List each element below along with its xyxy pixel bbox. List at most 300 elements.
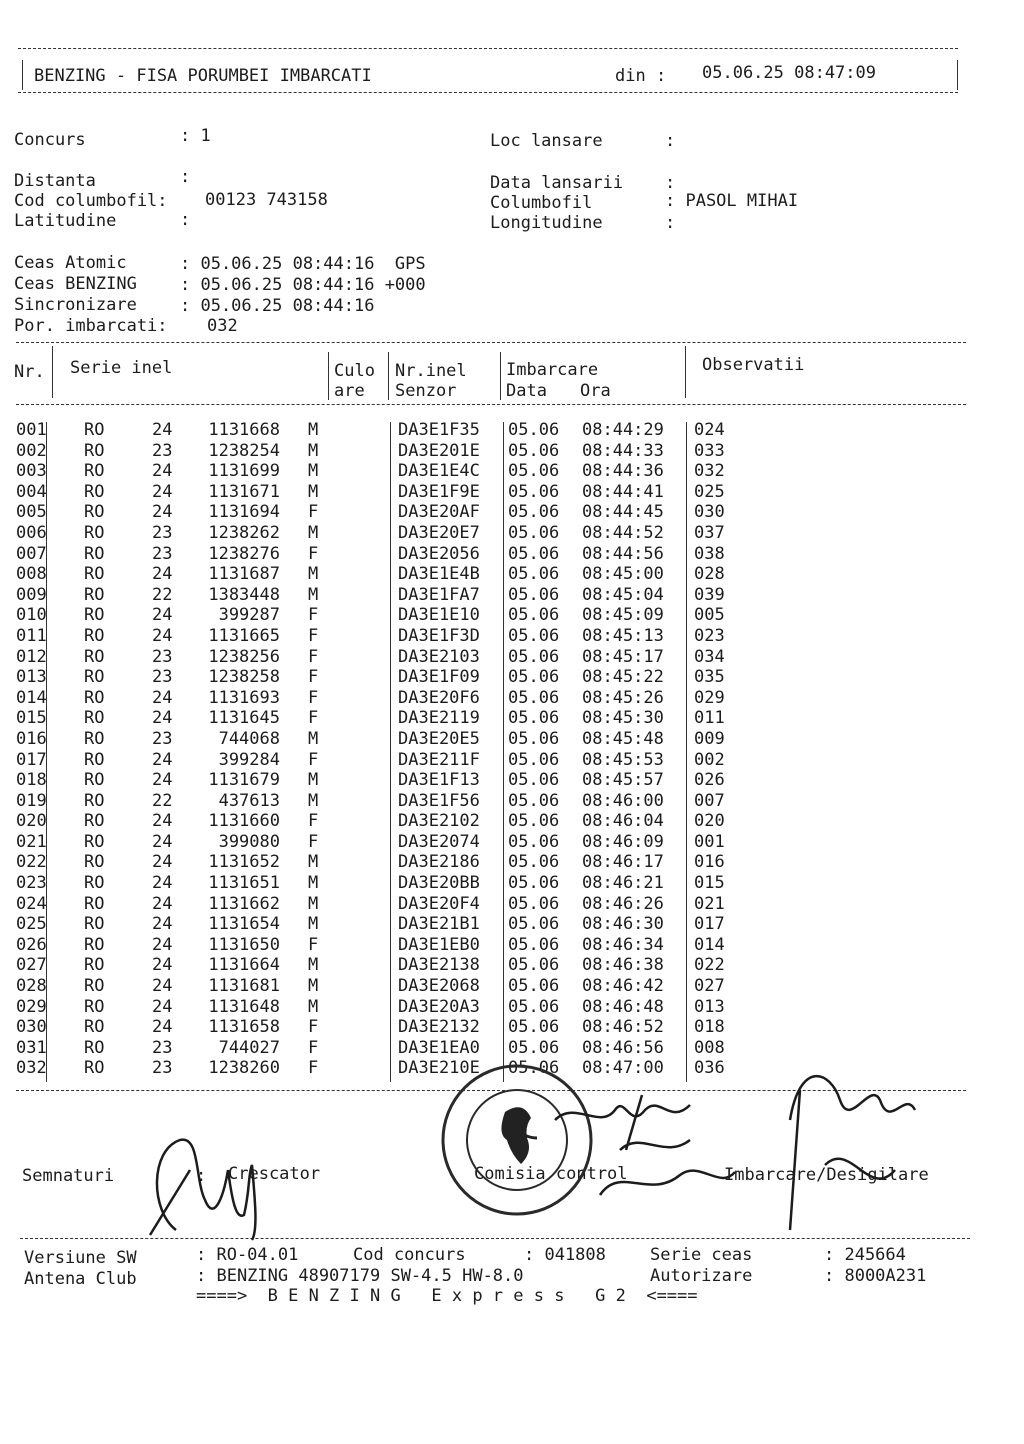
chip-id: DA3E2102	[398, 811, 480, 832]
chip-id: DA3E2074	[398, 831, 480, 852]
ring-country: RO	[84, 914, 105, 935]
ring-year: 23	[152, 646, 173, 667]
chip-id: DA3E1F56	[398, 790, 480, 811]
embark-date: 05.06	[508, 770, 560, 791]
ring-country: RO	[84, 790, 105, 811]
embark-date: 05.06	[508, 667, 560, 688]
sex-cell: F	[308, 543, 319, 564]
ring-number: 1238260	[208, 1058, 280, 1079]
embark-date: 05.06	[508, 811, 560, 832]
sex-cell: M	[308, 481, 319, 502]
latitudine-value: :	[180, 210, 191, 230]
embark-date: 05.06	[508, 1037, 560, 1058]
ring-number: 399287	[218, 605, 280, 626]
ring-country: RO	[84, 605, 105, 626]
row-nr: 001	[16, 420, 47, 440]
col-header-observatii: Observatii	[702, 355, 805, 375]
ring-number: 1383448	[208, 584, 280, 605]
ring-year: 24	[152, 873, 173, 894]
ceas-atomic-value: : 05.06.25 08:44:16 GPS	[180, 254, 426, 274]
ring-year: 24	[152, 976, 173, 997]
observation-cell: 026	[694, 770, 725, 791]
row-nr: 025	[16, 914, 47, 935]
row-nr: 030	[16, 1017, 47, 1038]
col-header-data: Data	[506, 381, 547, 401]
embark-date: 05.06	[508, 522, 560, 543]
observation-cell: 020	[694, 811, 725, 832]
row-nr: 017	[16, 749, 47, 770]
row-nr: 022	[16, 852, 47, 873]
ceas-benzing-label: Ceas BENZING	[14, 274, 137, 294]
distanta-label: Distanta	[14, 171, 96, 191]
sex-cell: M	[308, 852, 319, 873]
observation-cell: 001	[694, 831, 725, 852]
chip-id: DA3E1FA7	[398, 584, 480, 605]
row-nr: 011	[16, 625, 47, 646]
embark-date: 05.06	[508, 708, 560, 729]
crescator-signature	[150, 1140, 255, 1240]
observation-cell: 007	[694, 790, 725, 811]
versiune-sw-label: Versiune SW	[24, 1248, 137, 1268]
semnaturi-label: Semnaturi	[22, 1166, 115, 1186]
observation-cell: 030	[694, 502, 725, 523]
ceas-atomic-label: Ceas Atomic	[14, 253, 127, 273]
antena-club-value: : BENZING 48907179 SW-4.5 HW-8.0	[196, 1266, 524, 1286]
embark-time: 08:46:04	[582, 811, 664, 832]
observation-cell: 018	[694, 1017, 725, 1038]
col-header-nr-inel: Nr.inel	[395, 361, 467, 381]
ring-year: 23	[152, 667, 173, 688]
row-nr: 024	[16, 893, 47, 914]
observation-cell: 025	[694, 481, 725, 502]
ring-country: RO	[84, 440, 105, 461]
embark-time: 08:44:45	[582, 502, 664, 523]
semnaturi-colon: :	[196, 1166, 207, 1186]
ring-year: 23	[152, 440, 173, 461]
sex-cell: M	[308, 873, 319, 894]
row-nr: 015	[16, 708, 47, 729]
ring-number: 437613	[218, 790, 280, 811]
sex-cell: F	[308, 1058, 319, 1079]
embark-date: 05.06	[508, 420, 560, 440]
chip-id: DA3E1F09	[398, 667, 480, 688]
row-nr: 019	[16, 790, 47, 811]
embark-time: 08:47:00	[582, 1058, 664, 1079]
chip-id: DA3E1E4C	[398, 461, 480, 482]
ring-year: 24	[152, 420, 173, 440]
embark-date: 05.06	[508, 893, 560, 914]
ring-number: 399080	[218, 831, 280, 852]
embark-time: 08:46:38	[582, 955, 664, 976]
sex-cell: M	[308, 461, 319, 482]
chip-id: DA3E201E	[398, 440, 480, 461]
ring-number: 1131654	[208, 914, 280, 935]
data-lansarii-value: :	[665, 173, 676, 193]
ring-country: RO	[84, 770, 105, 791]
ring-year: 24	[152, 811, 173, 832]
ring-year: 23	[152, 1058, 173, 1079]
ring-country: RO	[84, 708, 105, 729]
embark-date: 05.06	[508, 914, 560, 935]
ceas-benzing-value: : 05.06.25 08:44:16 +000	[180, 275, 426, 295]
ring-number: 1131658	[208, 1017, 280, 1038]
ring-country: RO	[84, 584, 105, 605]
chip-id: DA3E2068	[398, 976, 480, 997]
ring-country: RO	[84, 420, 105, 440]
col-header-are: are	[334, 381, 365, 401]
embark-time: 08:44:52	[582, 522, 664, 543]
observation-cell: 035	[694, 667, 725, 688]
sex-cell: M	[308, 564, 319, 585]
observation-cell: 013	[694, 996, 725, 1017]
chip-id: DA3E1EB0	[398, 934, 480, 955]
sex-cell: F	[308, 502, 319, 523]
ring-number: 1131679	[208, 770, 280, 791]
chip-id: DA3E2132	[398, 1017, 480, 1038]
observation-cell: 028	[694, 564, 725, 585]
ring-country: RO	[84, 461, 105, 482]
col-header-serie-inel: Serie inel	[70, 358, 173, 378]
observation-cell: 005	[694, 605, 725, 626]
col-header-culo: Culo	[334, 361, 375, 381]
sex-cell: M	[308, 728, 319, 749]
sex-cell: F	[308, 687, 319, 708]
embark-time: 08:45:17	[582, 646, 664, 667]
ring-number: 1131651	[208, 873, 280, 894]
row-nr: 010	[16, 605, 47, 626]
porumbei-imbarcati-label: Por. imbarcati:	[14, 316, 168, 336]
row-nr: 018	[16, 770, 47, 791]
embark-time: 08:45:04	[582, 584, 664, 605]
ring-year: 24	[152, 914, 173, 935]
sex-cell: F	[308, 831, 319, 852]
chip-id: DA3E1F13	[398, 770, 480, 791]
embark-time: 08:45:30	[582, 708, 664, 729]
ring-country: RO	[84, 996, 105, 1017]
chip-id: DA3E1EA0	[398, 1037, 480, 1058]
sincronizare-value: : 05.06.25 08:44:16	[180, 296, 375, 316]
ring-year: 23	[152, 1037, 173, 1058]
row-nr: 005	[16, 502, 47, 523]
chip-id: DA3E211F	[398, 749, 480, 770]
sex-cell: F	[308, 811, 319, 832]
embark-time: 08:46:42	[582, 976, 664, 997]
row-nr: 016	[16, 728, 47, 749]
embark-time: 08:44:29	[582, 420, 664, 440]
latitudine-label: Latitudine	[14, 211, 117, 231]
ring-year: 24	[152, 955, 173, 976]
din-label: din :	[615, 66, 667, 86]
embark-date: 05.06	[508, 996, 560, 1017]
ring-country: RO	[84, 1058, 105, 1079]
ring-number: 744068	[218, 728, 280, 749]
observation-cell: 032	[694, 461, 725, 482]
ring-country: RO	[84, 1037, 105, 1058]
observation-cell: 017	[694, 914, 725, 935]
ring-year: 24	[152, 625, 173, 646]
ring-country: RO	[84, 749, 105, 770]
ring-number: 744027	[218, 1037, 280, 1058]
comisia-signature	[555, 1095, 735, 1195]
embark-time: 08:45:13	[582, 625, 664, 646]
embark-date: 05.06	[508, 852, 560, 873]
sex-cell: F	[308, 708, 319, 729]
ring-year: 24	[152, 893, 173, 914]
embark-date: 05.06	[508, 646, 560, 667]
observation-cell: 022	[694, 955, 725, 976]
row-nr: 027	[16, 955, 47, 976]
observation-cell: 027	[694, 976, 725, 997]
ring-year: 23	[152, 543, 173, 564]
ring-year: 24	[152, 934, 173, 955]
ring-number: 1131681	[208, 976, 280, 997]
embark-time: 08:46:21	[582, 873, 664, 894]
embark-time: 08:44:56	[582, 543, 664, 564]
row-nr: 028	[16, 976, 47, 997]
chip-id: DA3E210E	[398, 1058, 480, 1079]
sex-cell: F	[308, 749, 319, 770]
longitudine-value: :	[665, 213, 676, 233]
ring-country: RO	[84, 646, 105, 667]
ring-country: RO	[84, 852, 105, 873]
ring-number: 1131645	[208, 708, 280, 729]
sex-cell: F	[308, 1017, 319, 1038]
ring-number: 1131662	[208, 893, 280, 914]
loc-lansare-value: :	[665, 131, 676, 151]
crescator-label: Crescator	[228, 1164, 321, 1184]
ring-number: 1131660	[208, 811, 280, 832]
chip-id: DA3E2186	[398, 852, 480, 873]
chip-id: DA3E2056	[398, 543, 480, 564]
ring-year: 24	[152, 749, 173, 770]
embark-date: 05.06	[508, 584, 560, 605]
sex-cell: M	[308, 420, 319, 440]
embark-date: 05.06	[508, 625, 560, 646]
chip-id: DA3E21B1	[398, 914, 480, 935]
ring-country: RO	[84, 522, 105, 543]
row-nr: 009	[16, 584, 47, 605]
ring-country: RO	[84, 976, 105, 997]
ring-year: 24	[152, 461, 173, 482]
ring-number: 399284	[218, 749, 280, 770]
serie-ceas-label: Serie ceas	[650, 1245, 753, 1265]
embark-date: 05.06	[508, 831, 560, 852]
row-nr: 013	[16, 667, 47, 688]
row-nr: 012	[16, 646, 47, 667]
ring-year: 24	[152, 502, 173, 523]
ring-country: RO	[84, 1017, 105, 1038]
columbofil-label: Columbofil	[490, 193, 593, 213]
chip-id: DA3E1E10	[398, 605, 480, 626]
col-header-senzor: Senzor	[395, 381, 457, 401]
distanta-value: :	[180, 167, 191, 187]
chip-id: DA3E1F9E	[398, 481, 480, 502]
row-nr: 008	[16, 564, 47, 585]
ring-country: RO	[84, 811, 105, 832]
serie-ceas-value: : 245664	[824, 1245, 906, 1265]
row-nr: 023	[16, 873, 47, 894]
sex-cell: M	[308, 584, 319, 605]
columbofil-value: : PASOL MIHAI	[665, 191, 799, 211]
ring-year: 24	[152, 1017, 173, 1038]
ring-year: 24	[152, 481, 173, 502]
embark-time: 08:44:36	[582, 461, 664, 482]
porumbei-imbarcati-value: 032	[207, 316, 238, 336]
observation-cell: 038	[694, 543, 725, 564]
chip-id: DA3E20F6	[398, 687, 480, 708]
col-header-nr: Nr.	[14, 362, 45, 382]
ring-number: 1131694	[208, 502, 280, 523]
row-nr: 032	[16, 1058, 47, 1079]
ring-year: 22	[152, 584, 173, 605]
cod-columbofil-value: 00123 743158	[205, 190, 328, 210]
embark-time: 08:45:48	[582, 728, 664, 749]
row-nr: 026	[16, 934, 47, 955]
observation-cell: 016	[694, 852, 725, 873]
ring-year: 22	[152, 790, 173, 811]
row-nr: 021	[16, 831, 47, 852]
observation-cell: 024	[694, 420, 725, 440]
embark-date: 05.06	[508, 749, 560, 770]
chip-id: DA3E2103	[398, 646, 480, 667]
row-nr: 020	[16, 811, 47, 832]
sex-cell: M	[308, 440, 319, 461]
ring-number: 1131652	[208, 852, 280, 873]
embark-time: 08:46:30	[582, 914, 664, 935]
benzing-express-banner: ====> B E N Z I N G E x p r e s s G 2 <====	[196, 1286, 698, 1306]
ring-year: 23	[152, 522, 173, 543]
embark-time: 08:45:22	[582, 667, 664, 688]
versiune-sw-value: : RO-04.01	[196, 1245, 299, 1265]
sex-cell: F	[308, 1037, 319, 1058]
col-header-imbarcare: Imbarcare	[506, 360, 599, 380]
embark-date: 05.06	[508, 976, 560, 997]
ring-number: 1131650	[208, 934, 280, 955]
sex-cell: F	[308, 646, 319, 667]
ring-number: 1131671	[208, 481, 280, 502]
longitudine-label: Longitudine	[490, 213, 603, 233]
ring-country: RO	[84, 625, 105, 646]
sex-cell: M	[308, 522, 319, 543]
embark-date: 05.06	[508, 481, 560, 502]
embark-date: 05.06	[508, 440, 560, 461]
concurs-value: : 1	[180, 126, 211, 146]
chip-id: DA3E1F35	[398, 420, 480, 440]
col-header-ora: Ora	[580, 381, 611, 401]
sex-cell: F	[308, 934, 319, 955]
embark-date: 05.06	[508, 687, 560, 708]
observation-cell: 033	[694, 440, 725, 461]
row-nr: 031	[16, 1037, 47, 1058]
row-nr: 014	[16, 687, 47, 708]
cod-concurs-value: : 041808	[524, 1245, 606, 1265]
ring-year: 24	[152, 770, 173, 791]
embark-date: 05.06	[508, 873, 560, 894]
observation-cell: 034	[694, 646, 725, 667]
embark-date: 05.06	[508, 605, 560, 626]
chip-id: DA3E20F4	[398, 893, 480, 914]
sex-cell: M	[308, 893, 319, 914]
ring-country: RO	[84, 543, 105, 564]
embark-time: 08:46:56	[582, 1037, 664, 1058]
embark-time: 08:46:48	[582, 996, 664, 1017]
ring-number: 1131664	[208, 955, 280, 976]
observation-cell: 015	[694, 873, 725, 894]
chip-id: DA3E2138	[398, 955, 480, 976]
ring-number: 1131668	[208, 420, 280, 440]
sex-cell: F	[308, 605, 319, 626]
sex-cell: M	[308, 996, 319, 1017]
imbarcare-signature	[790, 1076, 915, 1230]
row-nr: 004	[16, 481, 47, 502]
sex-cell: M	[308, 770, 319, 791]
ring-country: RO	[84, 481, 105, 502]
sex-cell: M	[308, 914, 319, 935]
ring-year: 24	[152, 831, 173, 852]
observation-cell: 037	[694, 522, 725, 543]
chip-id: DA3E20BB	[398, 873, 480, 894]
embark-date: 05.06	[508, 934, 560, 955]
observation-cell: 039	[694, 584, 725, 605]
ring-number: 1131687	[208, 564, 280, 585]
embark-date: 05.06	[508, 790, 560, 811]
ring-year: 23	[152, 728, 173, 749]
cod-concurs-label: Cod concurs	[353, 1245, 466, 1265]
sincronizare-label: Sincronizare	[14, 295, 137, 315]
sex-cell: F	[308, 667, 319, 688]
ring-country: RO	[84, 687, 105, 708]
row-nr: 006	[16, 522, 47, 543]
observation-cell: 008	[694, 1037, 725, 1058]
embark-time: 08:46:34	[582, 934, 664, 955]
observation-cell: 014	[694, 934, 725, 955]
embark-date: 05.06	[508, 1017, 560, 1038]
cod-columbofil-label: Cod columbofil:	[14, 191, 168, 211]
ring-country: RO	[84, 564, 105, 585]
embark-time: 08:46:26	[582, 893, 664, 914]
chip-id: DA3E20AF	[398, 502, 480, 523]
ring-number: 1131699	[208, 461, 280, 482]
sex-cell: M	[308, 976, 319, 997]
ring-country: RO	[84, 934, 105, 955]
sex-cell: M	[308, 790, 319, 811]
embark-time: 08:44:33	[582, 440, 664, 461]
chip-id: DA3E1E4B	[398, 564, 480, 585]
chip-id: DA3E2119	[398, 708, 480, 729]
row-nr: 002	[16, 440, 47, 461]
embark-date: 05.06	[508, 543, 560, 564]
concurs-label: Concurs	[14, 130, 86, 150]
din-timestamp: 05.06.25 08:47:09	[702, 63, 876, 83]
embark-time: 08:45:26	[582, 687, 664, 708]
embark-time: 08:46:00	[582, 790, 664, 811]
imbarcare-desigilare-label: Imbarcare/Desigilare	[724, 1165, 929, 1185]
embark-time: 08:45:09	[582, 605, 664, 626]
sex-cell: M	[308, 955, 319, 976]
ring-country: RO	[84, 873, 105, 894]
embark-time: 08:46:17	[582, 852, 664, 873]
embark-date: 05.06	[508, 564, 560, 585]
ring-year: 24	[152, 687, 173, 708]
chip-id: DA3E20E5	[398, 728, 480, 749]
ring-year: 24	[152, 605, 173, 626]
observation-cell: 021	[694, 893, 725, 914]
embark-date: 05.06	[508, 955, 560, 976]
observation-cell: 002	[694, 749, 725, 770]
comisia-control-label: Comisia control	[474, 1164, 628, 1184]
observation-cell: 011	[694, 708, 725, 729]
ring-country: RO	[84, 955, 105, 976]
